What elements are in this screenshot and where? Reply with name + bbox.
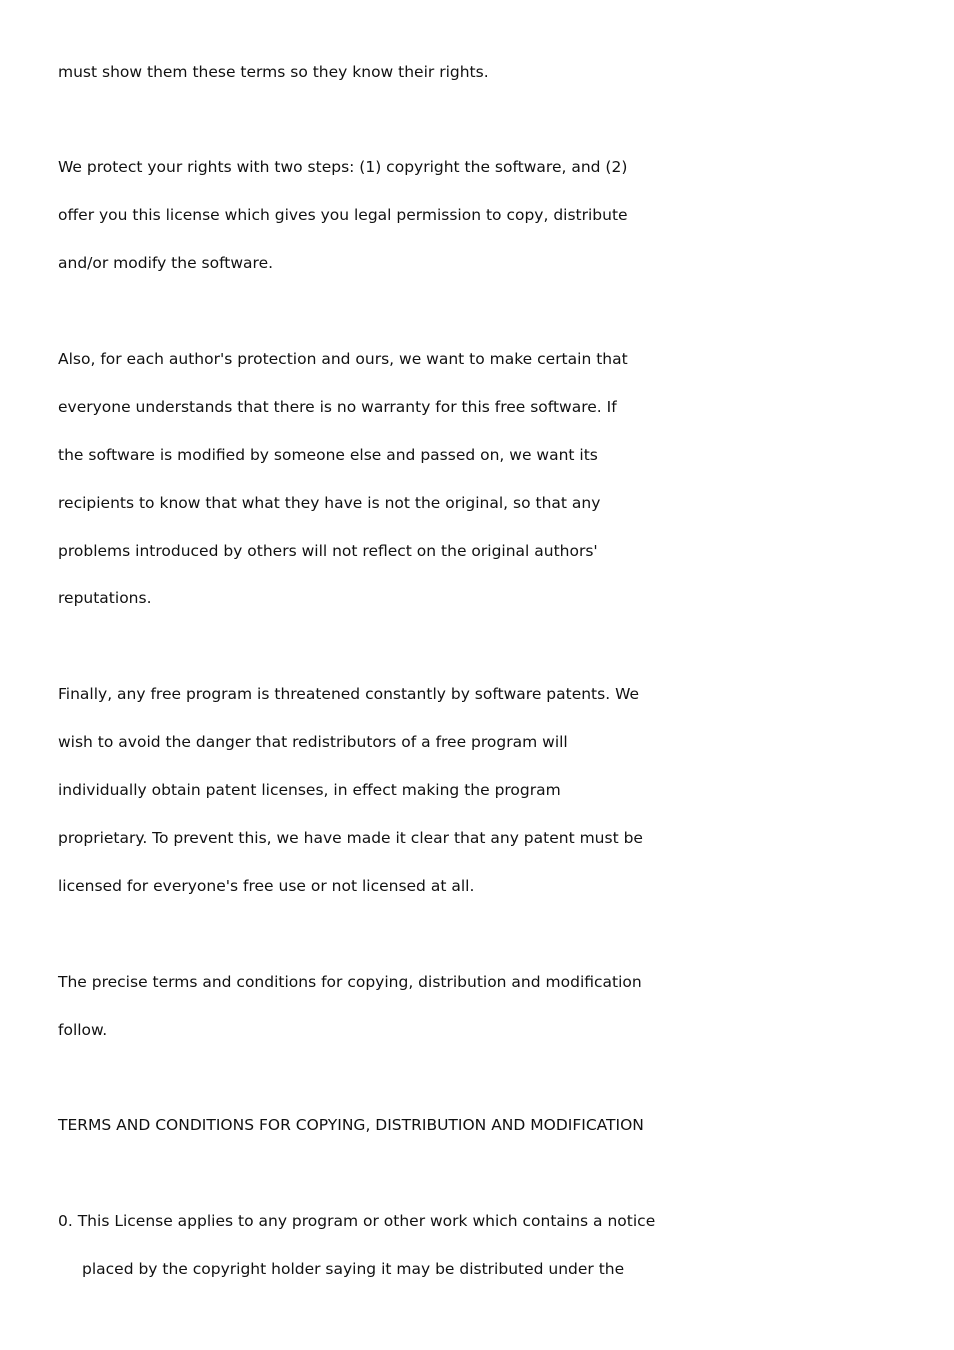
text-line: Also, for each author's protection and ours, we want to make certain that (58, 350, 628, 368)
text-line: must show them these terms so they know their rights. (58, 63, 489, 81)
text-line: Finally, any free program is threatened constantly by software patents. We (58, 685, 640, 703)
text-line: problems introduced by others will not reflect on the original authors' (58, 542, 598, 560)
text-line: the software is modified by someone else and passed on, we want its (58, 446, 598, 464)
text-line: follow. (58, 1021, 108, 1039)
text-line: offer you this license which gives you legal permission to copy, distribute (58, 206, 628, 224)
text-line: We protect your rights with two steps: (1) copyright the software, and (2) (58, 158, 628, 176)
text-line: and/or modify the software. (58, 254, 274, 272)
text-line: individually obtain patent licenses, in effect making the program (58, 781, 561, 799)
text-line: recipients to know that what they have is not the original, so that any (58, 494, 601, 512)
text-line: The precise terms and conditions for copying, distribution and modification (58, 973, 642, 991)
text-line: everyone understands that there is no warranty for this free software. If (58, 398, 617, 416)
section-heading: TERMS AND CONDITIONS FOR COPYING, DISTRIBUTION AND MODIFICATION (58, 1116, 644, 1134)
text-line: wish to avoid the danger that redistributors of a free program will (58, 733, 568, 751)
text-line: 0. This License applies to any program or other work which contains a notice (58, 1212, 656, 1230)
text-line: placed by the copyright holder saying it may be distributed under the (82, 1260, 625, 1278)
text-line: licensed for everyone's free use or not licensed at all. (58, 877, 475, 895)
text-line: reputations. (58, 589, 152, 607)
text-line: proprietary. To prevent this, we have made it clear that any patent must be (58, 829, 643, 847)
